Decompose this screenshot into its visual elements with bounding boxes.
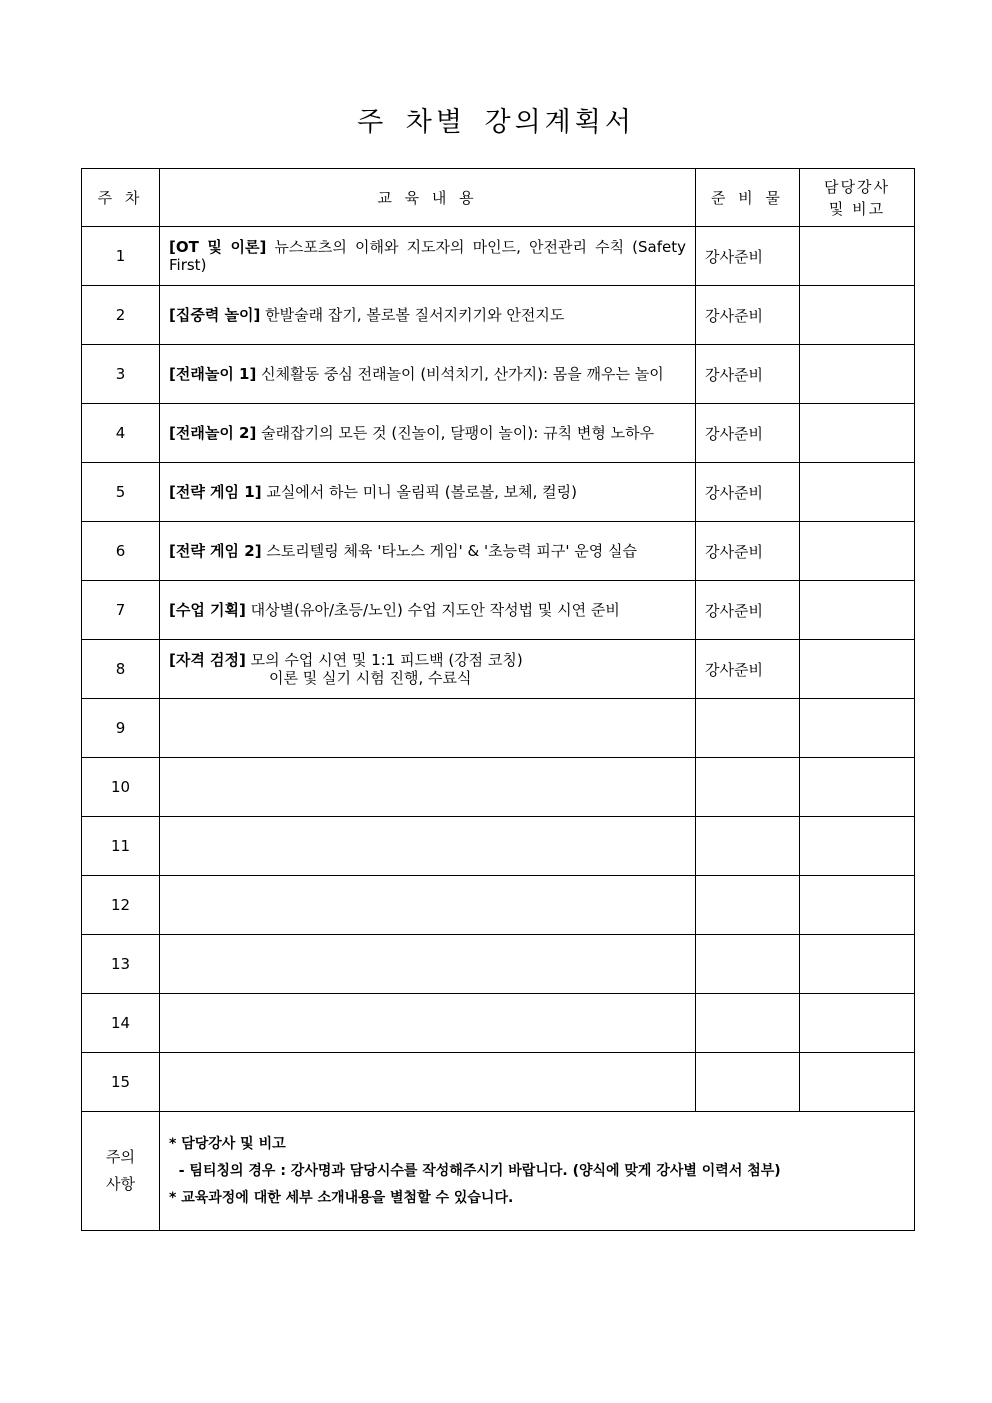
week-number: 9 — [82, 699, 160, 758]
remark-cell — [800, 994, 915, 1053]
lesson-content — [160, 640, 696, 699]
table-row — [82, 345, 915, 404]
table-row — [82, 286, 915, 345]
table-row — [82, 227, 915, 286]
notes-line-2: - 팀티칭의 경우 : 강사명과 담당시수를 작성해주시기 바랍니다. (양식에 맞게 강사별 이력서 첨부) — [169, 1162, 781, 1179]
remark-cell — [800, 1053, 915, 1112]
table-row — [82, 404, 915, 463]
remark-cell — [800, 227, 915, 286]
lesson-content — [160, 817, 696, 876]
week-number: 8 — [82, 640, 160, 699]
table-row — [82, 876, 915, 935]
remark-cell — [800, 758, 915, 817]
week-number: 5 — [82, 463, 160, 522]
table-row — [82, 581, 915, 640]
remark-cell — [800, 286, 915, 345]
week-number: 2 — [82, 286, 160, 345]
remark-cell — [800, 404, 915, 463]
table-row — [82, 817, 915, 876]
lesson-content — [160, 1053, 696, 1112]
prep-materials — [696, 758, 800, 817]
week-number: 15 — [82, 1053, 160, 1112]
header-remark-line2: 및 비고 — [828, 199, 886, 218]
page-title: 주 차별 강의계획서 — [357, 107, 635, 138]
week-number: 11 — [82, 817, 160, 876]
notes-body — [160, 1112, 915, 1231]
lesson-content — [160, 463, 696, 522]
table-row — [82, 463, 915, 522]
lesson-text: 교실에서 하는 미니 올림픽 (볼로볼, 보체, 컬링) — [261, 483, 578, 501]
prep-materials — [696, 935, 800, 994]
lesson-tag: [전래놀이 2] — [169, 424, 257, 442]
header-week: 주 차 — [82, 169, 160, 227]
notes-line-1: * 담당강사 및 비고 — [169, 1135, 286, 1152]
remark-cell — [800, 876, 915, 935]
table-row — [82, 640, 915, 699]
table-header-row — [82, 169, 915, 227]
lesson-content — [160, 345, 696, 404]
table-row — [82, 758, 915, 817]
remark-cell — [800, 463, 915, 522]
lesson-content — [160, 286, 696, 345]
header-prep: 준 비 물 — [696, 169, 800, 227]
prep-materials: 강사준비 — [696, 286, 800, 345]
remark-cell — [800, 581, 915, 640]
header-content: 교 육 내 용 — [160, 169, 696, 227]
lesson-tag: [수업 기획] — [169, 601, 246, 619]
prep-materials: 강사준비 — [696, 345, 800, 404]
remark-cell — [800, 640, 915, 699]
lesson-content — [160, 699, 696, 758]
prep-materials — [696, 876, 800, 935]
lesson-tag: [집중력 놀이] — [169, 306, 261, 324]
week-number: 7 — [82, 581, 160, 640]
week-number: 6 — [82, 522, 160, 581]
lesson-text: 신체활동 중심 전래놀이 (비석치기, 산가지): 몸을 깨우는 놀이 — [256, 365, 664, 383]
prep-materials — [696, 994, 800, 1053]
prep-materials — [696, 817, 800, 876]
lesson-content — [160, 404, 696, 463]
lesson-tag: [전략 게임 1] — [169, 483, 262, 501]
prep-materials — [696, 699, 800, 758]
prep-materials: 강사준비 — [696, 581, 800, 640]
prep-materials: 강사준비 — [696, 404, 800, 463]
lecture-plan-table — [81, 168, 915, 1231]
lesson-content — [160, 935, 696, 994]
week-number: 1 — [82, 227, 160, 286]
lesson-text-line2: 이론 및 실기 시험 진행, 수료식 — [269, 669, 472, 687]
prep-materials — [696, 1053, 800, 1112]
remark-cell — [800, 817, 915, 876]
prep-materials: 강사준비 — [696, 640, 800, 699]
lesson-text: 한발술래 잡기, 볼로볼 질서지키기와 안전지도 — [260, 306, 565, 324]
notes-label-line2: 사항 — [106, 1175, 135, 1193]
lesson-tag: [OT 및 이론] — [169, 238, 267, 256]
remark-cell — [800, 522, 915, 581]
lesson-content — [160, 994, 696, 1053]
lesson-text: 술래잡기의 모든 것 (진놀이, 달팽이 놀이): 규칙 변형 노하우 — [256, 424, 655, 442]
table-row — [82, 522, 915, 581]
week-number: 3 — [82, 345, 160, 404]
lesson-content — [160, 227, 696, 286]
table-body — [82, 227, 915, 1112]
lesson-tag: [전래놀이 1] — [169, 365, 257, 383]
lesson-tag: [전략 게임 2] — [169, 542, 262, 560]
week-number: 14 — [82, 994, 160, 1053]
week-number: 4 — [82, 404, 160, 463]
table-row — [82, 994, 915, 1053]
week-number: 10 — [82, 758, 160, 817]
notes-label — [82, 1112, 160, 1231]
lesson-content — [160, 581, 696, 640]
header-remark-line1: 담당강사 — [824, 177, 890, 196]
lesson-content — [160, 876, 696, 935]
notes-label-line1: 주의 — [106, 1148, 135, 1166]
remark-cell — [800, 345, 915, 404]
lesson-text: 스토리텔링 체육 '타노스 게임' & '초능력 피구' 운영 실습 — [261, 542, 637, 560]
prep-materials: 강사준비 — [696, 227, 800, 286]
week-number: 13 — [82, 935, 160, 994]
prep-materials: 강사준비 — [696, 463, 800, 522]
header-remark — [800, 169, 915, 227]
table-row — [82, 699, 915, 758]
table-row — [82, 935, 915, 994]
remark-cell — [800, 935, 915, 994]
lesson-text: 대상별(유아/초등/노인) 수업 지도안 작성법 및 시연 준비 — [245, 601, 620, 619]
notes-row — [82, 1112, 915, 1231]
week-number: 12 — [82, 876, 160, 935]
prep-materials: 강사준비 — [696, 522, 800, 581]
lesson-text: 뉴스포츠의 이해와 지도자의 마인드, 안전관리 수칙 (Safety First) — [169, 238, 687, 274]
lesson-text: 모의 수업 시연 및 1:1 피드백 (강점 코칭) — [245, 651, 523, 669]
lesson-content — [160, 522, 696, 581]
lesson-tag: [자격 검정] — [169, 651, 246, 669]
remark-cell — [800, 699, 915, 758]
table-row — [82, 1053, 915, 1112]
notes-line-3: * 교육과정에 대한 세부 소개내용을 별첨할 수 있습니다. — [169, 1189, 514, 1206]
lesson-content — [160, 758, 696, 817]
